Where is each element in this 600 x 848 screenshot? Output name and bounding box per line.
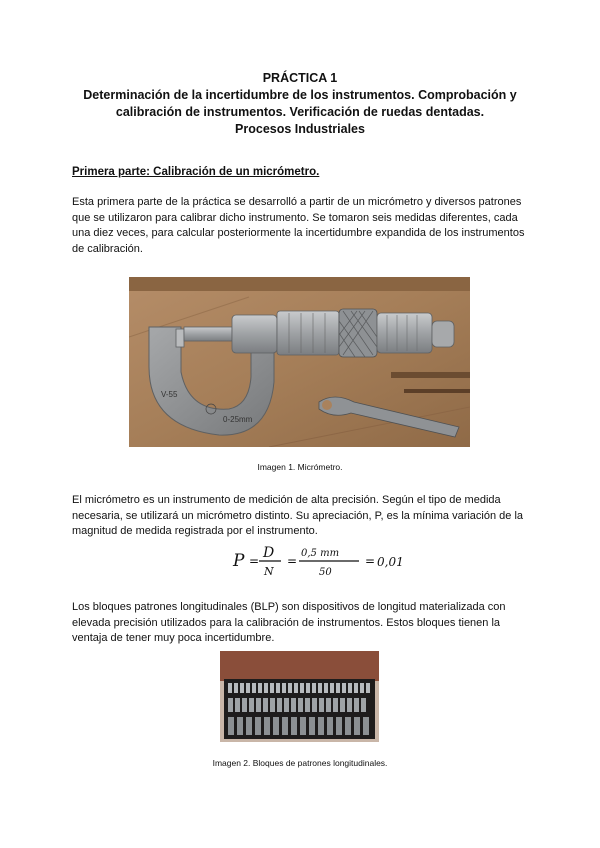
formula-denominator: N [264,565,274,578]
title-line-2: Determinación de la incertidumbre de los instrumentos. Comprobación y [83,88,517,102]
svg-text:=: = [365,554,376,568]
formula-numerator: D [263,545,275,561]
gauge-blocks-photo [220,651,379,742]
precision-formula [225,540,425,580]
svg-text:=: = [287,554,298,568]
title-line-4: Procesos Industriales [235,122,365,136]
paragraph-micrometer: El micrómetro es un instrumento de medición de alta precisión. Según el tipo de medida necesaria, se utilizará un micrómetro distinto. Su apreciación, P, es la mínima variación de la magnitud de medida registrada por el instrumento. [72,494,524,537]
formula-result: 0,01 [377,555,404,569]
document-title [60,70,540,138]
section-heading: Primera parte: Calibración de un micrómetro. [72,166,320,178]
image2-caption: Imagen 2. Bloques de patrones longitudinales. [212,758,388,768]
frame-label: V-55 [161,390,178,399]
title-line-1: PRÁCTICA 1 [262,71,338,85]
paragraph-blp: Los bloques patrones longitudinales (BLP) son dispositivos de longitud materializada con elevada precisión utilizados para la calibración de instrumentos. Estos bloques tienen la ventaja de tener muy poca incertidumbre. [72,601,506,644]
range-label: 0-25mm [223,415,253,424]
svg-text:=: = [249,554,260,568]
formula-lhs: P [233,551,245,571]
formula-numerator-2: 0,5 mm [301,548,340,559]
title-line-3: calibración de instrumentos. Verificación de ruedas dentadas. [115,105,485,119]
micrometer-photo [129,277,470,447]
paragraph-intro: Esta primera parte de la práctica se desarrolló a partir de un micrómetro y diversos patrones que se utilizaron para calibrar dicho instrumento. Se tomaron seis medidas diferentes, cada una diez veces, para calcular posteriormente la incertidumbre expandida de los instrumentos de calibración. [72,196,525,255]
formula-denominator-2: 50 [319,567,332,578]
image1-caption: Imagen 1. Micrómetro. [257,462,343,472]
